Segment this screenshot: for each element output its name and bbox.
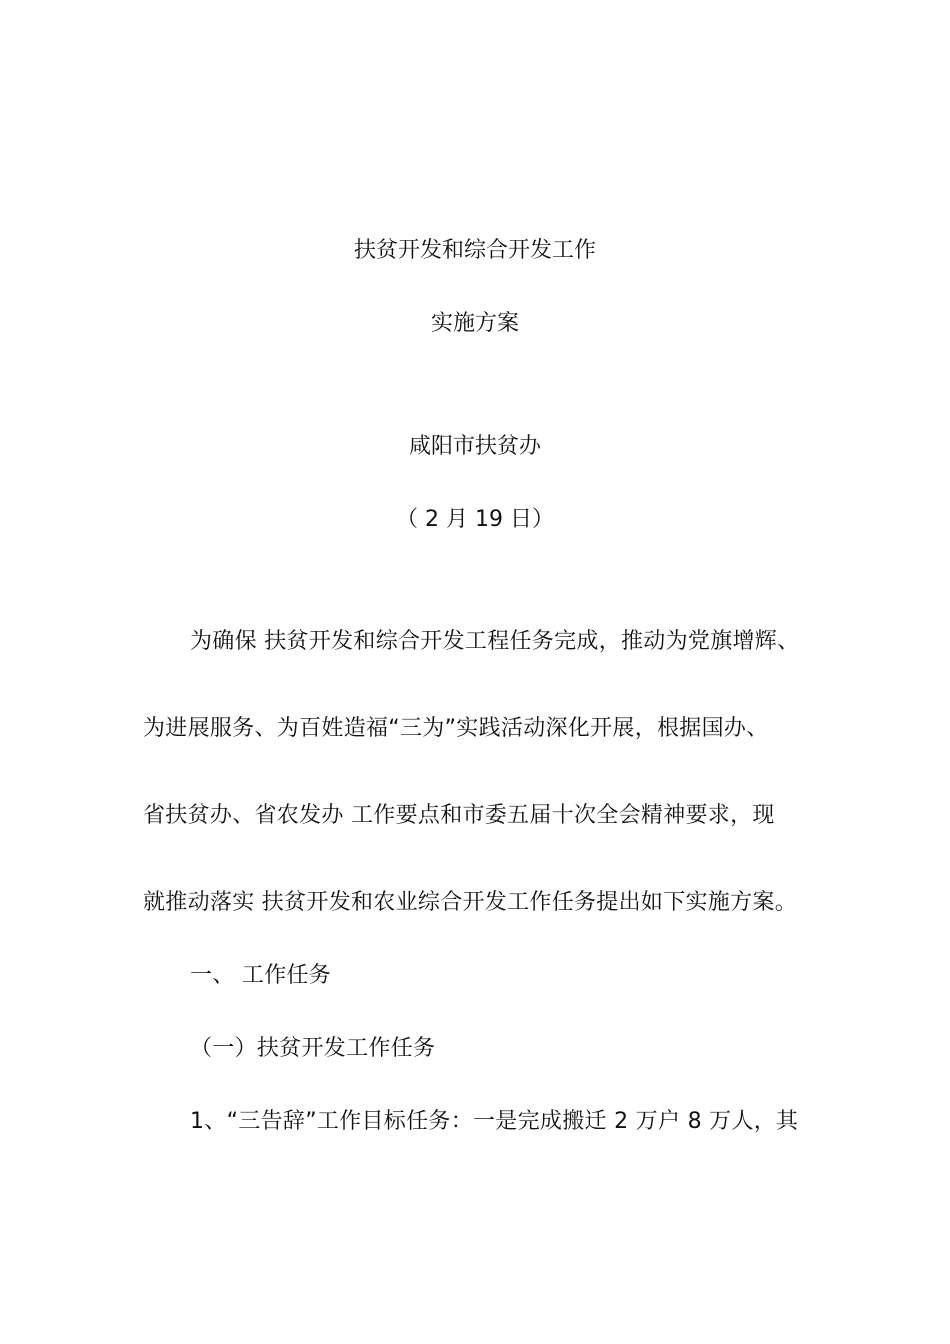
- section-heading-work-tasks: 一、 工作任务: [190, 963, 332, 988]
- issue-date: （ 2 月 19 日）: [396, 507, 554, 532]
- intro-paragraph-line-2: 为进展服务、为百姓造福“三为”实践活动深化开展，根据国办、: [143, 716, 769, 741]
- list-item-1: 1、“三告辞”工作目标任务：一是完成搬迁 2 万户 8 万人，其: [190, 1109, 799, 1134]
- intro-paragraph-line-3: 省扶贫办、省农发办 工作要点和市委五届十次全会精神要求，现: [143, 803, 775, 828]
- subsection-heading-poverty-alleviation: （一）扶贫开发工作任务: [190, 1036, 436, 1061]
- issuer-name: 咸阳市扶贫办: [408, 434, 541, 459]
- intro-paragraph-line-4: 就推动落实 扶贫开发和农业综合开发工作任务提出如下实施方案。: [143, 890, 797, 915]
- intro-paragraph-line-1: 为确保 扶贫开发和综合开发工程任务完成，推动为党旗增辉、: [190, 629, 800, 654]
- document-title-line1: 扶贫开发和综合开发工作: [353, 238, 596, 263]
- document-title-line2: 实施方案: [430, 311, 519, 336]
